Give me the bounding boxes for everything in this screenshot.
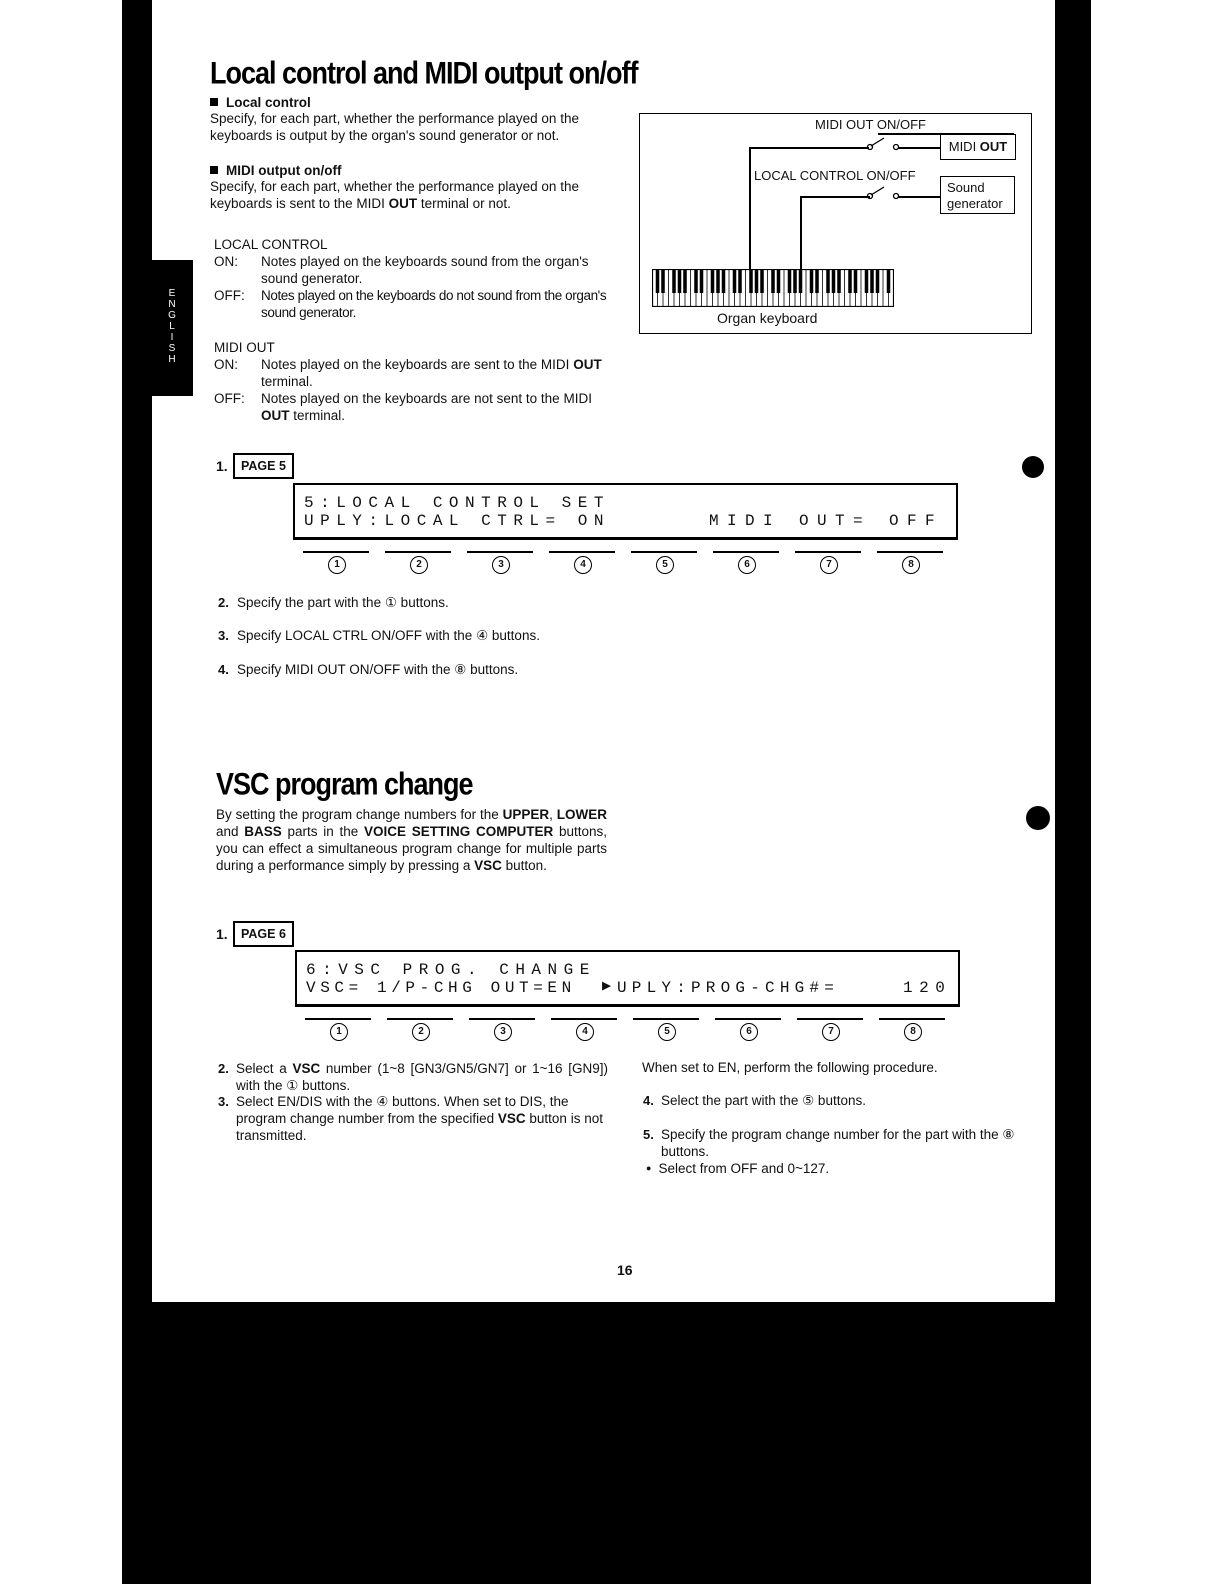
s1-step4-num: 4. bbox=[218, 662, 229, 677]
local-control-label: LOCAL CONTROL bbox=[214, 237, 328, 252]
bottom-black-area bbox=[122, 1302, 1091, 1584]
s2-step3-text: Select EN/DIS with the ④ buttons. When set to DIS, the program change number from the specified VSC button is not transmitted. bbox=[236, 1094, 603, 1143]
local-switch-icon bbox=[866, 185, 902, 203]
page-number: 16 bbox=[617, 1262, 633, 1278]
s2-step5-num: 5. bbox=[643, 1127, 654, 1142]
s2-step5-text: Specify the program change number for the part with the ⑧ buttons. bbox=[661, 1127, 1015, 1159]
organ-keyboard-label: Organ keyboard bbox=[717, 310, 818, 326]
page5-button[interactable]: PAGE 5 bbox=[233, 453, 294, 479]
button-bar-4 bbox=[551, 1018, 617, 1020]
lcd5-line2a: UPLY:LOCAL CTRL= ON bbox=[304, 512, 610, 530]
button-bar-3 bbox=[469, 1018, 535, 1020]
midi-out-wire bbox=[749, 147, 869, 149]
lcd-display-page6 bbox=[295, 950, 960, 1007]
midi-output-text: Specify, for each part, whether the performance played on the keyboards is sent to the MIDI OUT terminal or not. bbox=[210, 179, 579, 211]
mo-off-key: OFF: bbox=[214, 391, 245, 406]
lcd6-arrow: ▶ bbox=[602, 978, 612, 995]
lcd6-line1: 6:VSC PROG. CHANGE bbox=[306, 961, 596, 979]
lc-on-val: Notes played on the keyboards sound from the organ's sound generator. bbox=[261, 254, 589, 286]
button-number-3[interactable]: 3 bbox=[492, 556, 510, 574]
button-bar-5 bbox=[633, 1018, 699, 1020]
language-tab: E N G L I S H bbox=[152, 260, 193, 396]
sound-generator-box: Sound generator bbox=[940, 176, 1015, 214]
midi-out-switch-label: MIDI OUT ON/OFF bbox=[815, 117, 926, 132]
button-bar-1 bbox=[303, 551, 369, 553]
s2-step1-num: 1. bbox=[216, 926, 228, 942]
s2-step4-text: Select the part with the ⑤ buttons. bbox=[661, 1093, 866, 1108]
button-number-6[interactable]: 6 bbox=[738, 556, 756, 574]
button-number-3[interactable]: 3 bbox=[494, 1023, 512, 1041]
button-number-2[interactable]: 2 bbox=[412, 1023, 430, 1041]
s2-step2-text: Select a VSC number (1~8 [GN3/GN5/GN7] or 1~16 [GN9]) with the ① buttons. bbox=[236, 1061, 609, 1093]
keyboard-icon bbox=[652, 269, 894, 307]
midi-vertical-wire bbox=[749, 147, 751, 272]
button-number-4[interactable]: 4 bbox=[576, 1023, 594, 1041]
local-vertical-wire bbox=[800, 196, 802, 272]
button-number-7[interactable]: 7 bbox=[822, 1023, 840, 1041]
button-bar-8 bbox=[879, 1018, 945, 1020]
button-bar-7 bbox=[795, 551, 861, 553]
button-number-2[interactable]: 2 bbox=[410, 556, 428, 574]
button-bar-6 bbox=[715, 1018, 781, 1020]
local-control-heading: Local control bbox=[210, 95, 311, 110]
midi-out-switch-icon bbox=[866, 136, 902, 154]
lcd5-line2b: MIDI OUT= OFF bbox=[709, 512, 944, 530]
lcd5-line1: 5:LOCAL CONTROL SET bbox=[304, 494, 610, 512]
button-bar-3 bbox=[467, 551, 533, 553]
binder-hole-1 bbox=[1022, 456, 1044, 478]
lcd6-line2a: VSC= 1/P-CHG OUT=EN bbox=[306, 979, 576, 997]
s1-step3-num: 3. bbox=[218, 628, 229, 643]
s1-step2-text: Specify the part with the ① buttons. bbox=[237, 595, 449, 610]
binder-hole-2 bbox=[1026, 806, 1050, 830]
button-bar-2 bbox=[387, 1018, 453, 1020]
button-number-5[interactable]: 5 bbox=[656, 556, 674, 574]
lcd-display-page5 bbox=[293, 483, 958, 540]
s2-step4-num: 4. bbox=[643, 1093, 654, 1108]
section1-title: Local control and MIDI output on/off bbox=[210, 56, 638, 91]
button-number-6[interactable]: 6 bbox=[740, 1023, 758, 1041]
button-number-1[interactable]: 1 bbox=[330, 1023, 348, 1041]
lcd6-line2b: UPLY:PROG-CHG#= bbox=[617, 979, 840, 997]
local-switch-label: LOCAL CONTROL ON/OFF bbox=[754, 168, 916, 183]
button-bar-2 bbox=[385, 551, 451, 553]
s2-step2-num: 2. bbox=[218, 1061, 229, 1076]
section2-title: VSC program change bbox=[216, 767, 473, 802]
lc-on-key: ON: bbox=[214, 254, 239, 269]
lcd6-line2c: 120 bbox=[903, 979, 952, 997]
s1-step4-text: Specify MIDI OUT ON/OFF with the ⑧ buttons. bbox=[237, 662, 519, 677]
button-bar-6 bbox=[713, 551, 779, 553]
mo-on-val: Notes played on the keyboards are sent to the MIDI OUT terminal. bbox=[261, 357, 602, 389]
midi-out-box: MIDI OUT bbox=[940, 134, 1016, 160]
button-bar-1 bbox=[305, 1018, 371, 1020]
local-control-text: Specify, for each part, whether the performance played on the keyboards is output by the organ's sound generator or not. bbox=[210, 111, 579, 143]
midi-out-label: MIDI OUT bbox=[214, 340, 275, 355]
s2-bullet: ● Select from OFF and 0~127. bbox=[646, 1161, 830, 1176]
lc-off-key: OFF: bbox=[214, 288, 245, 303]
lc-off-val: Notes played on the keyboards do not sound from the organ's sound generator. bbox=[261, 288, 607, 320]
midi-out-wire-2 bbox=[898, 147, 940, 149]
button-bar-7 bbox=[797, 1018, 863, 1020]
page6-button[interactable]: PAGE 6 bbox=[233, 921, 294, 947]
vsc-intro-text: By setting the program change numbers for the UPPER, LOWER and BASS parts in the VOICE SETTING COMPUTER buttons, you can effect a simultaneous program change for multiple parts during a performance simply by pressing a VSC button. bbox=[216, 807, 607, 873]
button-bar-8 bbox=[877, 551, 943, 553]
mo-off-val: Notes played on the keyboards are not sent to the MIDI OUT terminal. bbox=[261, 391, 592, 423]
signal-diagram bbox=[639, 113, 1032, 334]
button-number-5[interactable]: 5 bbox=[658, 1023, 676, 1041]
button-number-7[interactable]: 7 bbox=[820, 556, 838, 574]
button-number-8[interactable]: 8 bbox=[904, 1023, 922, 1041]
s1-step2-num: 2. bbox=[218, 595, 229, 610]
mo-on-key: ON: bbox=[214, 357, 239, 372]
button-bar-5 bbox=[631, 551, 697, 553]
s1-step3-text: Specify LOCAL CTRL ON/OFF with the ④ buttons. bbox=[237, 628, 540, 643]
button-number-8[interactable]: 8 bbox=[902, 556, 920, 574]
s2-step3-num: 3. bbox=[218, 1094, 229, 1109]
local-wire-2 bbox=[898, 196, 940, 198]
midi-output-heading: MIDI output on/off bbox=[210, 163, 341, 178]
local-wire bbox=[800, 196, 870, 198]
button-bar-4 bbox=[549, 551, 615, 553]
s1-step1-num: 1. bbox=[216, 458, 228, 474]
button-number-4[interactable]: 4 bbox=[574, 556, 592, 574]
s2-right-intro: When set to EN, perform the following procedure. bbox=[642, 1060, 938, 1075]
button-number-1[interactable]: 1 bbox=[328, 556, 346, 574]
